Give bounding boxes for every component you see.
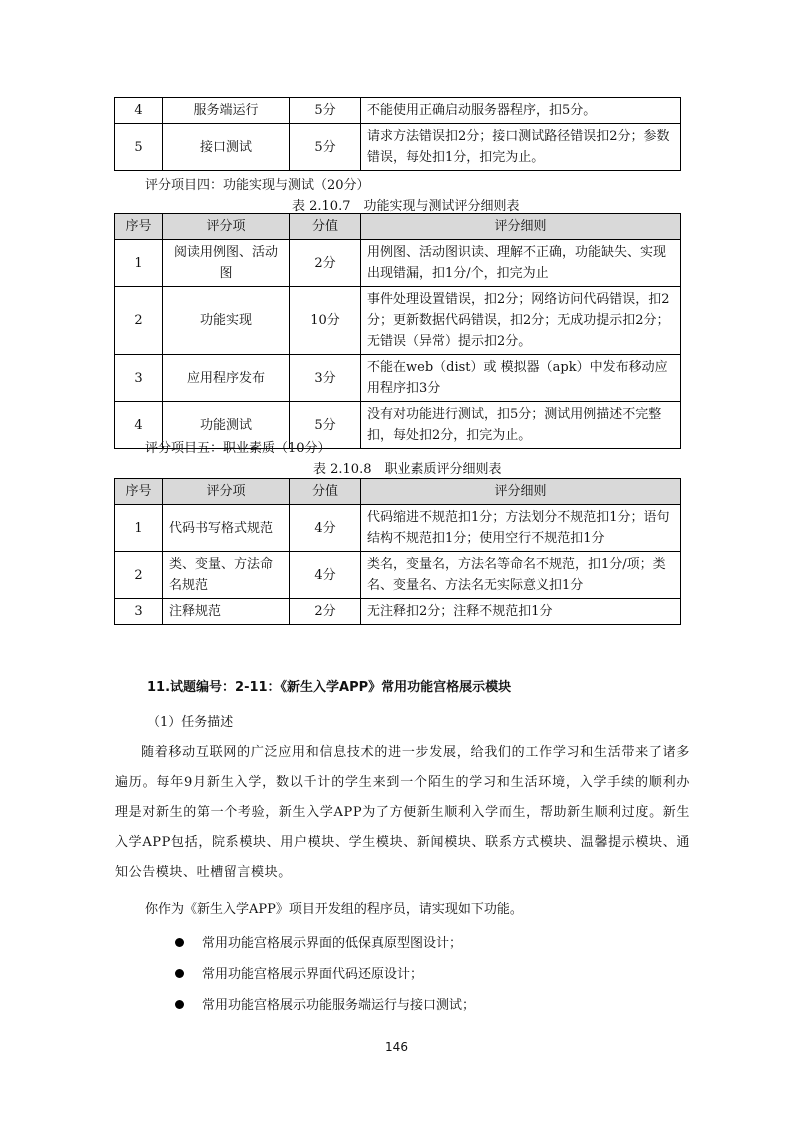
task-bullet-list <box>175 928 475 1021</box>
cell-item: 代码书写格式规范 <box>163 505 290 552</box>
list-item <box>175 959 475 990</box>
cell-no: 2 <box>115 552 163 599</box>
header-cell: 序号 <box>115 214 163 240</box>
header-cell: 分值 <box>290 479 361 505</box>
table-row <box>115 287 681 355</box>
table-row <box>115 599 681 625</box>
cell-no: 3 <box>115 355 163 402</box>
task-description-paragraph: 随着移动互联网的广泛应用和信息技术的进一步发展，给我们的工作学习和生活带来了诸多遍历。每年9月新生入学，数以千计的学生来到一个陌生的学习和生活环境，入学手续的顺利办理是对新生的第一个考验，新生入学APP为了方便新生顺利入学而生，帮助新生顺利过度。新生入学APP包括，院系模块、用户模块、学生模块、新闻模块、联系方式模块、温馨提示模块、通知公告模块、吐槽留言模块。 <box>115 745 690 880</box>
section-label: 评分项目五：职业素质（10分） <box>145 441 331 456</box>
table-row <box>115 355 681 402</box>
cell-no: 5 <box>115 124 163 171</box>
cell-score: 2分 <box>290 240 361 287</box>
question-heading: 11.试题编号：2-11：《新生入学APP》常用功能宫格展示模块 <box>147 680 512 695</box>
cell-no: 1 <box>115 240 163 287</box>
section-label: 评分项目四：功能实现与测试（20分） <box>145 178 370 193</box>
task-subheading: （1）任务描述 <box>147 715 234 730</box>
table-row <box>115 240 681 287</box>
list-item <box>175 928 475 959</box>
cell-item: 注释规范 <box>163 599 290 625</box>
bullet-text: 常用功能宫格展示界面的低保真原型图设计； <box>202 936 463 951</box>
header-cell: 分值 <box>290 214 361 240</box>
list-item <box>175 990 475 1021</box>
header-cell: 评分细则 <box>361 479 681 505</box>
cell-item: 服务端运行 <box>163 98 290 124</box>
cell-rule: 没有对功能进行测试，扣5分；测试用例描述不完整扣，每处扣2分，扣完为止。 <box>361 402 681 449</box>
cell-no: 4 <box>115 98 163 124</box>
bullet-dot-icon <box>175 1000 184 1009</box>
cell-item: 应用程序发布 <box>163 355 290 402</box>
cell-item: 类、变量、方法命名规范 <box>163 552 290 599</box>
table-row <box>115 552 681 599</box>
table-header-row <box>115 479 681 505</box>
cell-score: 5分 <box>290 98 361 124</box>
table-row <box>115 98 681 124</box>
cell-rule: 代码缩进不规范扣1分；方法划分不规范扣1分；语句结构不规范扣1分；使用空行不规范扣1分 <box>361 505 681 552</box>
bullet-text: 常用功能宫格展示功能服务端运行与接口测试； <box>202 998 476 1013</box>
cell-rule: 请求方法错误扣2分；接口测试路径错误扣2分；参数错误，每处扣1分，扣完为止。 <box>361 124 681 171</box>
cell-no: 1 <box>115 505 163 552</box>
table-professional-quality <box>114 478 681 625</box>
task-instruction-paragraph: 你作为《新生入学APP》项目开发组的程序员，请实现如下功能。 <box>145 902 523 917</box>
cell-rule: 用例图、活动图识读、理解不正确，功能缺失、实现出现错漏，扣1分/个，扣完为止 <box>361 240 681 287</box>
cell-score: 4分 <box>290 552 361 599</box>
bullet-text: 常用功能宫格展示界面代码还原设计； <box>202 967 424 982</box>
cell-score: 5分 <box>290 402 361 449</box>
cell-rule: 类名，变量名，方法名等命名不规范，扣1分/项；类名、变量名、方法名无实际意义扣1分 <box>361 552 681 599</box>
cell-score: 4分 <box>290 505 361 552</box>
table-caption: 表 2.10.7 功能实现与测试评分细则表 <box>292 199 520 214</box>
cell-no: 3 <box>115 599 163 625</box>
page-number: 146 <box>385 1040 408 1054</box>
cell-item: 阅读用例图、活动图 <box>163 240 290 287</box>
header-cell: 评分项 <box>163 214 290 240</box>
cell-rule: 不能使用正确启动服务器程序，扣5分。 <box>361 98 681 124</box>
cell-score: 10分 <box>290 287 361 355</box>
table-function-test <box>114 213 681 449</box>
cell-score: 5分 <box>290 124 361 171</box>
cell-item: 接口测试 <box>163 124 290 171</box>
table-row <box>115 505 681 552</box>
cell-item: 功能测试 <box>163 402 290 449</box>
cell-score: 3分 <box>290 355 361 402</box>
table-header-row <box>115 214 681 240</box>
bullet-dot-icon <box>175 969 184 978</box>
cell-rule: 无注释扣2分；注释不规范扣1分 <box>361 599 681 625</box>
cell-no: 4 <box>115 402 163 449</box>
bullet-dot-icon <box>175 938 184 947</box>
cell-score: 2分 <box>290 599 361 625</box>
header-cell: 序号 <box>115 479 163 505</box>
cell-rule: 事件处理设置错误，扣2分；网络访问代码错误，扣2分；更新数据代码错误，扣2分；无成功提示扣2分；无错误（异常）提示扣2分。 <box>361 287 681 355</box>
cell-rule: 不能在web（dist）或 模拟器（apk）中发布移动应用程序扣3分 <box>361 355 681 402</box>
table-caption: 表 2.10.8 职业素质评分细则表 <box>313 462 502 477</box>
header-cell: 评分项 <box>163 479 290 505</box>
cell-item: 功能实现 <box>163 287 290 355</box>
header-cell: 评分细则 <box>361 214 681 240</box>
table-top-continuation <box>114 97 681 171</box>
cell-no: 2 <box>115 287 163 355</box>
table-row <box>115 124 681 171</box>
